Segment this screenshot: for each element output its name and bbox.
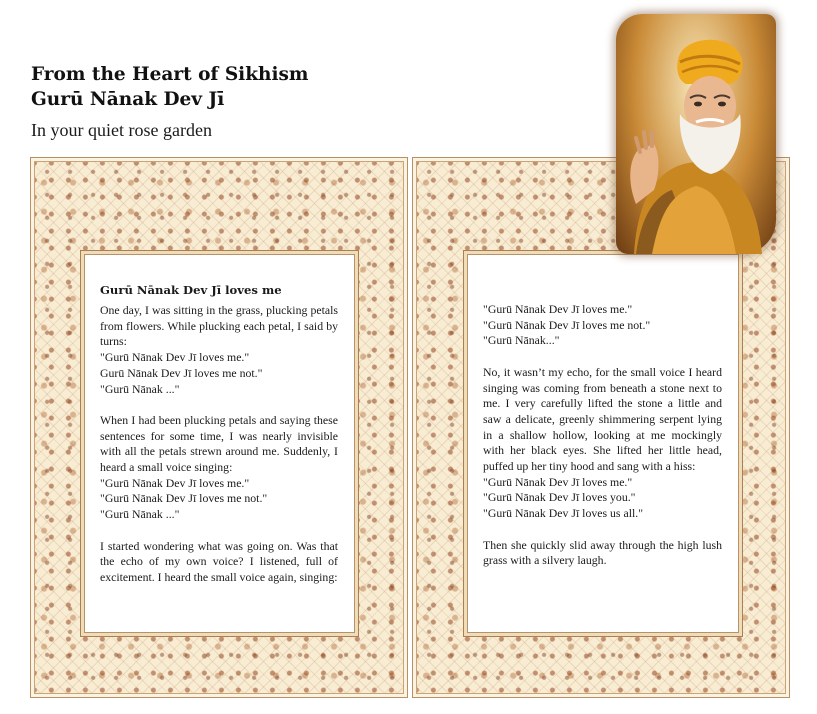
right-quote-line: "Gurū Nānak Dev Jī loves us all." [483, 506, 644, 521]
left-quote-line: "Gurū Nānak Dev Jī loves me not." [100, 491, 268, 506]
right-quote-line: "Gurū Nānak Dev Jī loves me." [483, 302, 633, 316]
page-title-guru-name: Gurū Nānak Dev Jī [31, 89, 225, 110]
story-heading: Gurū Nānak Dev Jī loves me [100, 283, 282, 297]
right-quote-line: "Gurū Nānak..." [483, 333, 560, 348]
right-quote-line: "Gurū Nānak Dev Jī loves you." [483, 490, 636, 505]
right-paragraph-1: No, it wasn’t my echo, for the small voice I heard singing was coming from beneath a stone next to me. I very carefully lifted the stone a little and saw a delicate, greenly shimmering serpent lying in a shallow hollow, looking at me mockingly with her black eyes. She lifted her little head, puffed up her tiny hood and sang with a hiss: [483, 364, 722, 474]
left-text-panel [84, 254, 355, 633]
left-paragraph-2: When I had been plucking petals and saying these sentences for some time, I was nearly invisible with all the petals strewn around me. Suddenly, I heard a small voice singing: [100, 412, 338, 475]
right-quote-line: "Gurū Nānak Dev Jī loves me not." [483, 317, 651, 332]
right-text-panel [467, 254, 739, 633]
left-quote-line: "Gurū Nānak Dev Jī loves me." [100, 350, 250, 365]
left-quote-line: "Gurū Nānak Dev Jī loves me." [100, 475, 250, 490]
left-quote-line: "Gurū Nānak ..." [100, 507, 180, 522]
guru-portrait [616, 14, 776, 254]
left-quote-line: "Gurū Nānak ..." [100, 381, 180, 396]
guru-portrait-illustration [616, 14, 776, 254]
left-quote-line: Gurū Nānak Dev Jī loves me not." [100, 365, 263, 380]
left-page-floral-border [30, 157, 408, 698]
right-paragraph-2: Then she quickly slid away through the high lush grass with a silvery laugh. [483, 537, 722, 568]
right-quote-line: "Gurū Nānak Dev Jī loves me." [483, 474, 633, 489]
page-subtitle: In your quiet rose garden [31, 120, 212, 140]
page-title: From the Heart of Sikhism [31, 64, 309, 85]
left-paragraph-1: One day, I was sitting in the grass, plucking petals from flowers. While plucking each petal, I said by turns: [100, 303, 338, 349]
title-block [31, 62, 309, 141]
left-paragraph-3: I started wondering what was going on. Was that the echo of my own voice? I listened, full of excitement. I heard the small voice again, singing: [100, 538, 338, 584]
